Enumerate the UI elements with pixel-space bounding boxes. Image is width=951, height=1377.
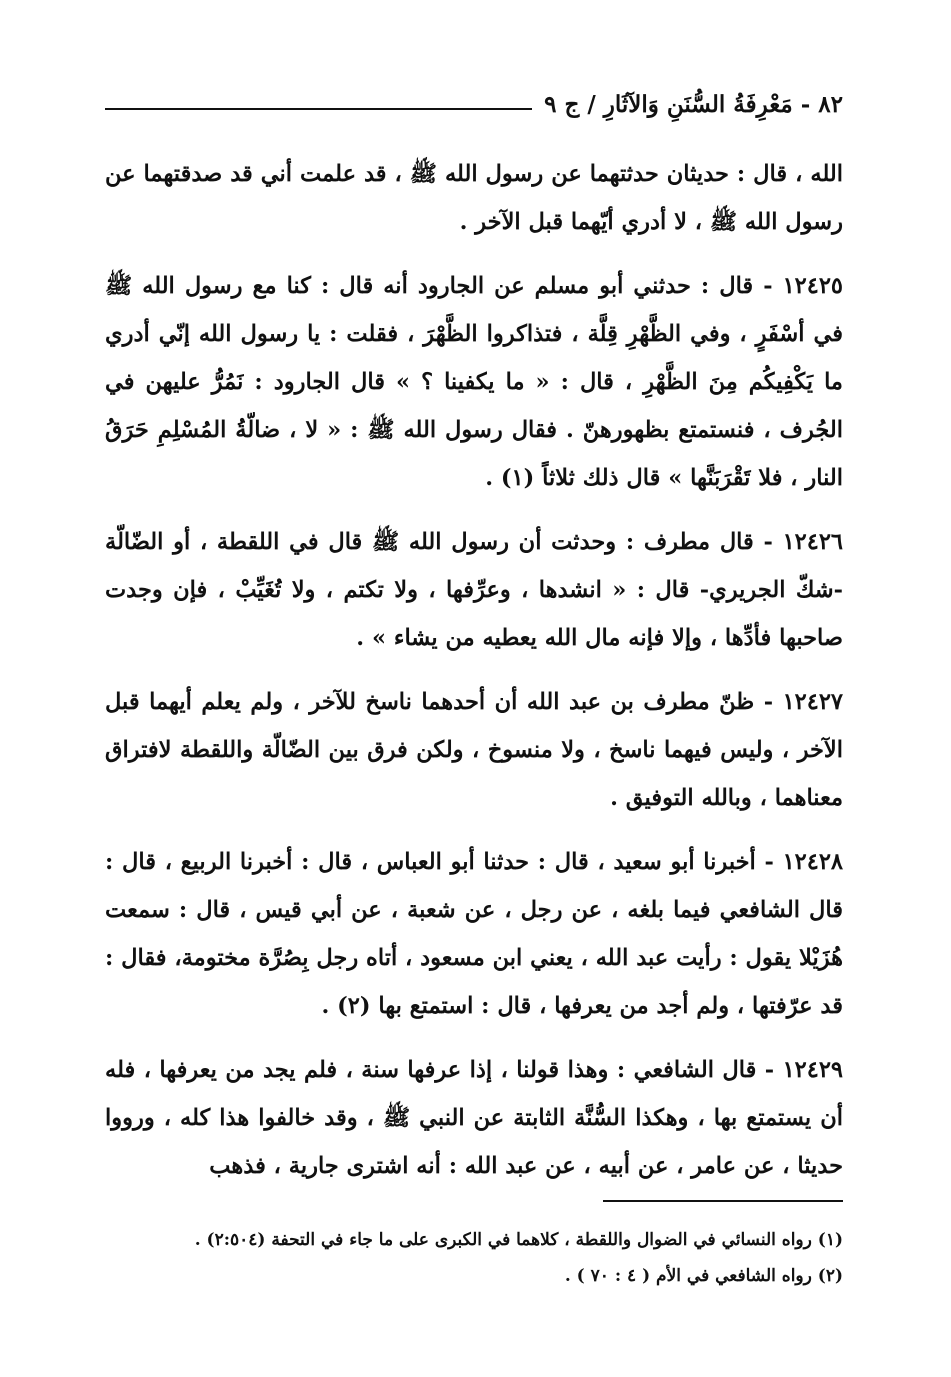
- page-header: [105, 84, 843, 124]
- running-header-title: ٨٢ - مَعْرِفَةُ السُّنَنِ وَالآثَارِ / ج ٩: [544, 90, 843, 118]
- paragraph-12428: ١٢٤٢٨ - أخبرنا أبو سعيد ، قال : حدثنا أبو العباس ، قال : أخبرنا الربيع ، قال : قال الشافعي فيما بلغه ، عن رجل ، عن شعبة ، عن أبي قيس ، قال : سمعت هُزَيْلا يقول : رأيت عبد الله ، يعني ابن مسعود ، أتاه رجل بِصُرَّة مختومة، فقال : قد عرّفتها ، ولم أجد من يعرفها ، قال : استمتع بها (٢) .: [105, 849, 843, 1019]
- footnote-2: (٢) رواه الشافعي في الأم ( ٤ : ٧٠ ) .: [564, 1266, 843, 1286]
- footnote-1: (١) رواه النسائي في الضوال واللقطة ، كلاهما في الكبرى على ما جاء في التحفة (٢:٥٠٤) .: [194, 1230, 843, 1250]
- footnote-separator: [603, 1200, 843, 1202]
- paragraph-12426: ١٢٤٢٦ - قال مطرف : وحدثت أن رسول الله ﷺ قال في اللقطة ، أو الضّالّة -شكّ الجريري- قال : « انشدها ، وعرِّفها ، ولا تكتم ، ولا تُغَيِّبْ ، فإن وجدت صاحبها فأدِّها ، وإلا فإنه مال الله يعطيه من يشاء » .: [105, 529, 843, 651]
- paragraph-continuation: الله ، قال : حديثان حدثتهما عن رسول الله ﷺ ، قد علمت أني قد صدقتهما عن رسول الله ﷺ ، لا أدري أيّهما قبل الآخر .: [105, 161, 843, 235]
- header-rule: [105, 108, 532, 110]
- paragraph-12425: ١٢٤٢٥ - قال : حدثني أبو مسلم عن الجارود أنه قال : كنا مع رسول الله ﷺ في أسْفَرٍ ، وفي الظَّهْرِ قِلَّة ، فتذاكروا الظَّهْرَ ، فقلت : يا رسول الله إنّي أدري ما يَكْفِيكُم مِنَ الظَّهْرِ ، قال : « ما يكفينا ؟ » قال الجارود : نَمُرُّ عليهن في الجُرف ، فنستمتع بظهورهنّ . فقال رسول الله ﷺ : « لا ، ضالّةُ المُسْلِمِ حَرَقُ النار ، فلا تَقْرَبَنَّها » قال ذلك ثلاثاً (١) .: [105, 273, 843, 491]
- paragraph-12427: ١٢٤٢٧ - ظنّ مطرف بن عبد الله أن أحدهما ناسخ للآخر ، ولم يعلم أيهما قبل الآخر ، وليس فيهما ناسخ ، ولا منسوخ ، ولكن فرق بين الضّالّة واللقطة لافتراق معناهما ، وبالله التوفيق .: [105, 689, 843, 811]
- paragraph-12429: ١٢٤٢٩ - قال الشافعي : وهذا قولنا ، إذا عرفها سنة ، فلم يجد من يعرفها ، فله أن يستمتع بها ، وهكذا السُّنَّة الثابتة عن النبي ﷺ ، وقد خالفوا هذا كله ، ورووا حديثا ، عن عامر ، عن أبيه ، عن عبد الله : أنه اشترى جارية ، فذهب: [105, 1057, 843, 1179]
- footnotes: [105, 1222, 843, 1294]
- main-text: [105, 150, 843, 1206]
